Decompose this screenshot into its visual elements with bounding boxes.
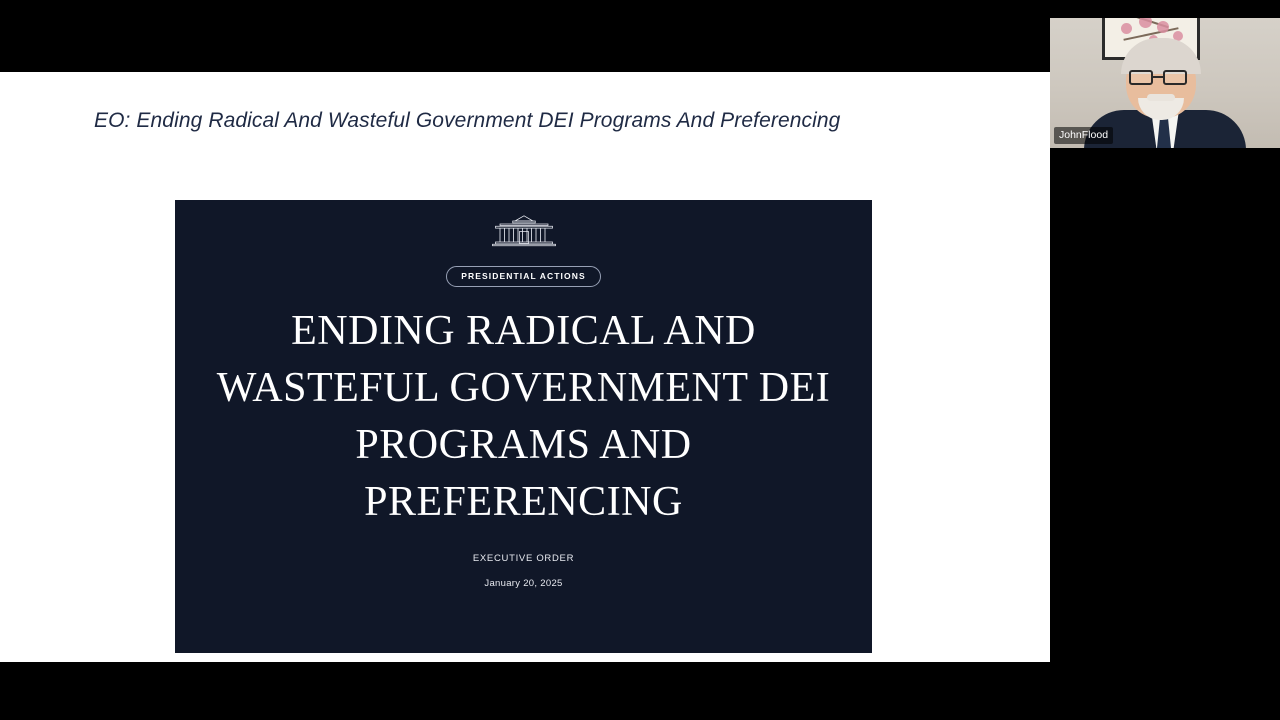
executive-order-card xyxy=(175,200,872,653)
participant-name-label: JohnFlood xyxy=(1054,127,1113,144)
participant-video-tile[interactable] xyxy=(1050,18,1280,148)
shared-screen-region[interactable] xyxy=(0,72,1050,662)
eo-date: January 20, 2025 xyxy=(484,578,563,589)
glasses-icon xyxy=(1129,70,1153,85)
slide-title: EO: Ending Radical And Wasteful Government DEI Programs And Preferencing xyxy=(94,109,841,132)
eo-kicker: EXECUTIVE ORDER xyxy=(472,553,575,564)
glasses-bridge xyxy=(1153,76,1163,78)
art-blossom xyxy=(1139,18,1152,28)
eo-headline: ENDING RADICAL AND WASTEFUL GOVERNMENT DEI PROGRAMS AND PREFERENCING xyxy=(216,308,831,525)
person-mustache xyxy=(1147,94,1175,101)
presidential-actions-badge: PRESIDENTIAL ACTIONS xyxy=(446,266,600,287)
art-blossom xyxy=(1157,21,1169,33)
art-blossom xyxy=(1121,23,1132,34)
white-house-icon xyxy=(472,200,576,248)
glasses-icon xyxy=(1163,70,1187,85)
